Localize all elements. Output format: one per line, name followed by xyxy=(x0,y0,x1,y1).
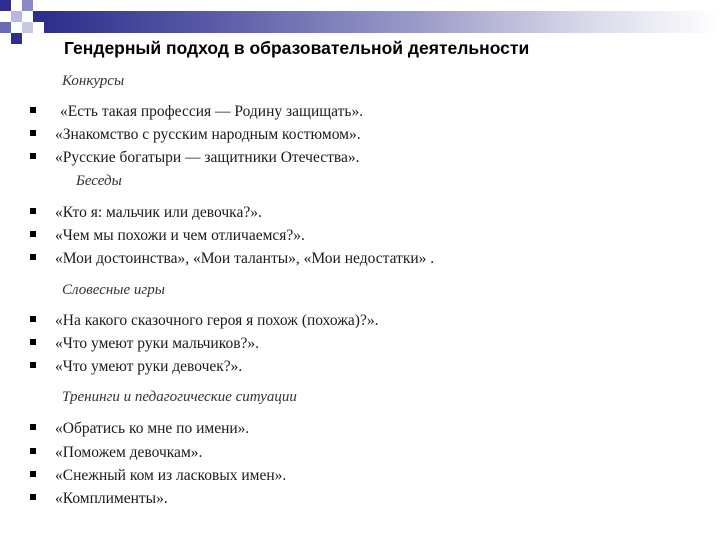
list-item-text: «Поможем девочкам». xyxy=(55,444,203,461)
bullet-icon xyxy=(30,448,36,454)
decor-square xyxy=(0,22,11,33)
list-item-text: «Мои достоинства», «Мои таланты», «Мои недостатки» . xyxy=(55,250,435,267)
list-item-text: «На какого сказочного героя я похож (похожа)?». xyxy=(55,312,379,329)
list-item-text: «Чем мы похожи и чем отличаемся?». xyxy=(55,227,305,244)
list-item xyxy=(30,126,361,144)
bullet-icon xyxy=(30,424,36,430)
bullet-icon xyxy=(30,153,36,159)
list-item xyxy=(30,204,262,222)
list-item-text: «Кто я: мальчик или девочка?». xyxy=(55,204,262,221)
bullet-icon xyxy=(30,130,36,136)
section-heading-conversations: Беседы xyxy=(76,173,122,189)
slide-title: Гендерный подход в образовательной деятельности xyxy=(64,38,530,58)
list-item-text: «Комплименты». xyxy=(55,490,168,507)
list-item xyxy=(30,358,242,376)
section-heading-contests: Конкурсы xyxy=(62,73,125,89)
bullet-icon xyxy=(30,362,36,368)
list-item xyxy=(30,444,202,462)
bullet-icon xyxy=(30,494,36,500)
list-item xyxy=(30,467,286,485)
list-item-text: «Знакомство с русским народным костюмом». xyxy=(55,126,361,143)
section-heading-word-games: Словесные игры xyxy=(62,282,165,298)
list-item-text: «Что умеют руки девочек?». xyxy=(55,358,243,375)
list-item xyxy=(30,250,434,268)
header-gradient-bar xyxy=(44,11,720,33)
decor-square xyxy=(11,33,22,44)
list-item-text: «Что умеют руки мальчиков?». xyxy=(55,335,260,352)
list-item xyxy=(30,103,363,121)
list-item xyxy=(30,227,305,245)
bullet-icon xyxy=(30,471,36,477)
list-item xyxy=(30,149,360,167)
decor-square xyxy=(22,0,33,11)
list-item xyxy=(30,490,168,508)
bullet-icon xyxy=(30,316,36,322)
list-item-text: «Снежный ком из ласковых имен». xyxy=(55,467,287,484)
list-item-text: «Обратись ко мне по имени». xyxy=(55,420,250,437)
list-item-text: «Русские богатыри — защитники Отечества». xyxy=(55,149,360,166)
list-item xyxy=(30,335,259,353)
bullet-icon xyxy=(30,107,36,113)
bullet-icon xyxy=(30,339,36,345)
bullet-icon xyxy=(30,208,36,214)
header-decoration xyxy=(0,0,720,40)
list-item xyxy=(30,312,378,330)
decor-square xyxy=(11,11,22,22)
decor-square xyxy=(22,22,33,33)
list-item xyxy=(30,420,249,438)
decor-square xyxy=(33,11,44,22)
decor-square xyxy=(0,0,11,11)
bullet-icon xyxy=(30,254,36,260)
section-heading-trainings: Тренинги и педагогические ситуации xyxy=(62,389,297,405)
bullet-icon xyxy=(30,231,36,237)
list-item-text: «Есть такая профессия — Родину защищать». xyxy=(60,103,364,120)
